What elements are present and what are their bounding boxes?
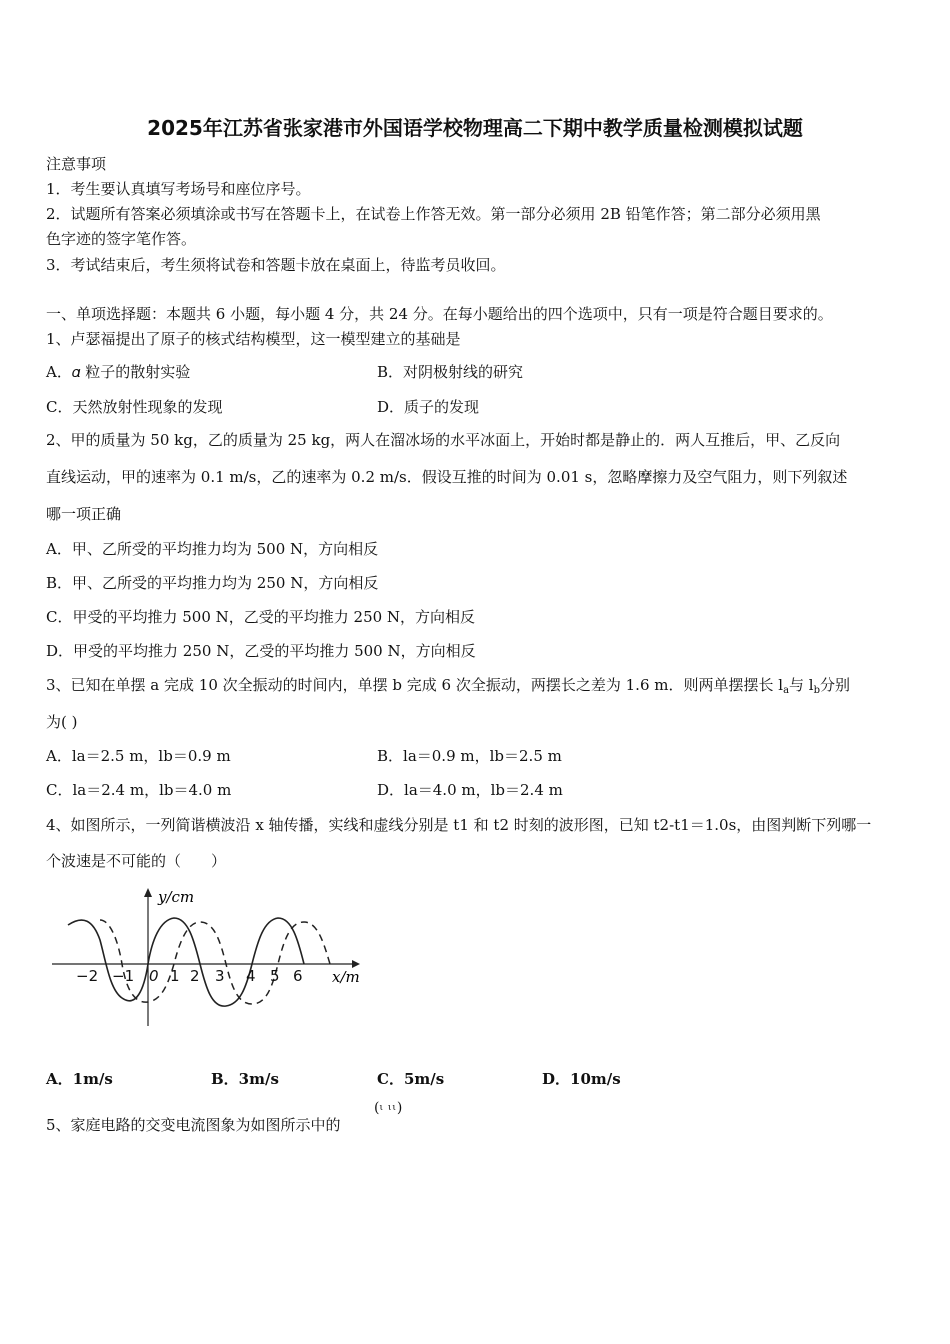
y-axis-label: y/cm (158, 888, 195, 906)
q3-option-b: B．la＝0.9 m，lb＝2.5 m (377, 747, 562, 765)
tick-label: 5 (270, 967, 280, 985)
tick-label: −1 (112, 967, 135, 985)
q4-option-d: D．10m/s (542, 1070, 621, 1088)
q2-stem-line1: 2、甲的质量为 50 kg，乙的质量为 25 kg，两人在溜冰场的水平冰面上，开始时都是静止的．两人互推后，甲、乙反向 (46, 431, 841, 449)
q3-stem-line2: 为( ) (46, 713, 78, 731)
notice-item: 2．试题所有答案必须填涂或书写在答题卡上，在试卷上作答无效。第一部分必须用 2B 铅笔作答；第二部分必须用黑 (46, 205, 821, 223)
notice-heading: 注意事项 (46, 155, 107, 173)
q2-option-b: B．甲、乙所受的平均推力均为 250 N，方向相反 (46, 574, 379, 592)
notice-item: 1．考生要认真填写考场号和座位序号。 (46, 180, 311, 198)
tick-label: 4 (246, 967, 256, 985)
tick-label: 2 (190, 967, 200, 985)
x-axis-label: x/m (332, 968, 360, 986)
x-axis-arrow (352, 960, 360, 968)
q5-stem: 5、家庭电路的交变电流图象为如图所示中的 (46, 1116, 341, 1134)
q4-option-a: A．1m/s (46, 1070, 113, 1088)
q2-option-c: C．甲受的平均推力 500 N，乙受的平均推力 250 N，方向相反 (46, 608, 476, 626)
q3-option-d: D．la＝4.0 m，lb＝2.4 m (377, 781, 563, 799)
q4-stem-line1: 4、如图所示，一列简谐横波沿 x 轴传播，实线和虚线分别是 t1 和 t2 时刻的波形图，已知 t2-t1＝1.0s，由图判断下列哪一 (46, 816, 872, 834)
dashed-wave (100, 920, 330, 1004)
q1-option-a: A．𝛼 粒子的散射实验 (46, 363, 191, 381)
q2-stem-line3: 哪一项正确 (46, 505, 122, 523)
exam-title: 2025年江苏省张家港市外国语学校物理高二下期中教学质量检测模拟试题 (147, 116, 803, 140)
q4-stem-line2: 个波速是不可能的（ ） (46, 852, 227, 870)
y-axis-arrow (144, 888, 152, 897)
notice-item: 色字迹的签字笔作答。 (46, 230, 197, 248)
q2-option-d: D．甲受的平均推力 250 N，乙受的平均推力 500 N，方向相反 (46, 642, 476, 660)
tick-label: −2 (76, 967, 99, 985)
q1-option-c: C．天然放射性现象的发现 (46, 398, 223, 416)
wave-graph (48, 880, 368, 1030)
q1-option-b: B．对阴极射线的研究 (377, 363, 524, 381)
tick-label: 3 (215, 967, 225, 985)
q2-option-a: A．甲、乙所受的平均推力均为 500 N，方向相反 (46, 540, 379, 558)
tick-label: 0 (149, 967, 159, 985)
tick-label: 6 (293, 967, 303, 985)
q5-answer-paren: (ι ιι) (374, 1100, 403, 1116)
q4-option-b: B．3m/s (211, 1070, 279, 1088)
q3-stem-line1: 3、已知在单摆 a 完成 10 次全振动的时间内，单摆 b 完成 6 次全振动，两摆长之差为 1.6 m．则两单摆摆长 $l_a$与 $l_b$分别 (46, 676, 851, 696)
q2-stem-line2: 直线运动，甲的速率为 0.1 m/s，乙的速率为 0.2 m/s．假设互推的时间为 0.01 s，忽略摩擦力及空气阻力，则下列叙述 (46, 468, 848, 486)
notice-item: 3．考试结束后，考生须将试卷和答题卡放在桌面上，待监考员收回。 (46, 256, 506, 274)
tick-label: 1 (170, 967, 180, 985)
q3-option-c: C．la＝2.4 m，lb＝4.0 m (46, 781, 232, 799)
q3-option-a: A．la＝2.5 m，lb＝0.9 m (46, 747, 231, 765)
section-heading: 一、单项选择题：本题共 6 小题，每小题 4 分，共 24 分。在每小题给出的四个选项中，只有一项是符合题目要求的。 (46, 305, 833, 323)
q1-option-d: D．质子的发现 (377, 398, 480, 416)
q1-stem: 1、卢瑟福提出了原子的核式结构模型，这一模型建立的基础是 (46, 330, 461, 348)
q4-option-c: C．5m/s (377, 1070, 445, 1088)
